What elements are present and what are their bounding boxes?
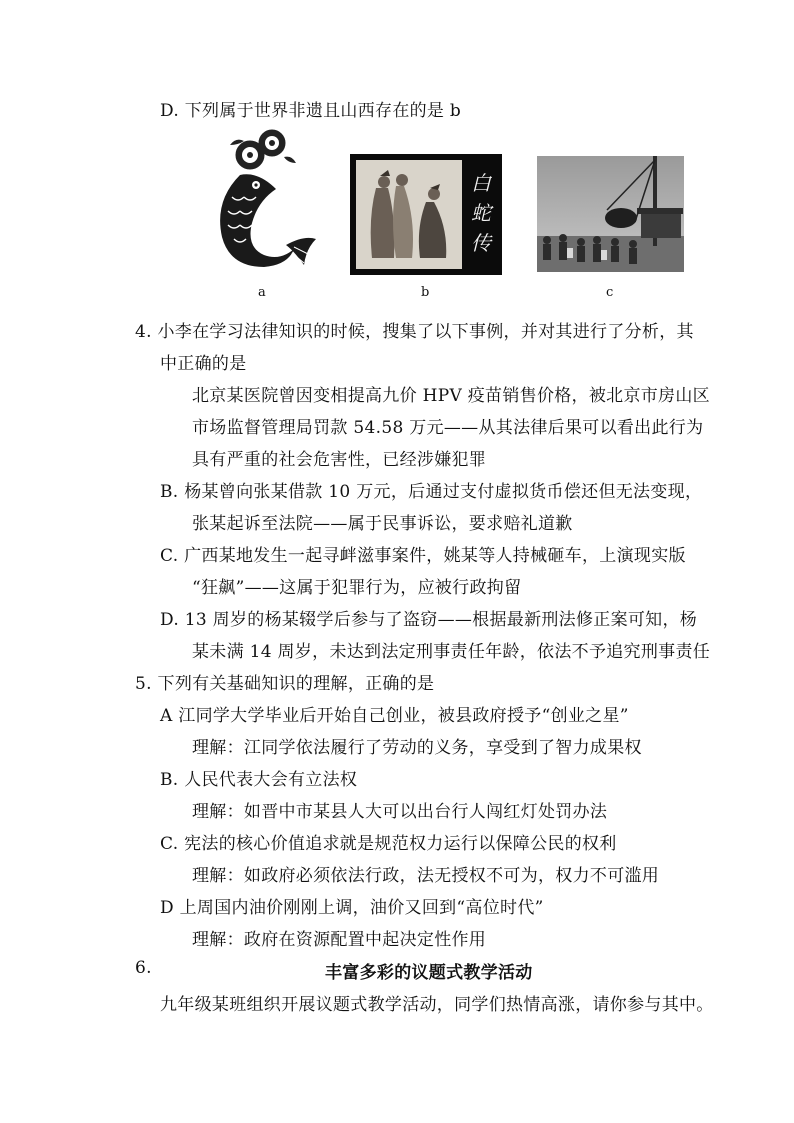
q4-stem-line1: 4. 小李在学习法律知识的时候，搜集了以下事例，并对其进行了分析，其 xyxy=(135,322,694,342)
image-c-label: c xyxy=(606,285,614,300)
q3-option-d: D. 下列属于世界非遗且山西存在的是 b xyxy=(160,101,462,121)
q4-option-d-line1: D. 13 周岁的杨某辍学后参与了盗窃——根据最新刑法修正案可知，杨 xyxy=(160,610,698,630)
q4-option-a-line3: 具有严重的社会危害性，已经涉嫌犯罪 xyxy=(192,450,487,470)
q5-option-a: A 江同学大学毕业后开始自己创业，被县政府授予“创业之星” xyxy=(160,706,629,726)
q4-option-a-line1: 北京某医院曾因变相提高九价 HPV 疫苗销售价格，被北京市房山区 xyxy=(192,386,710,406)
q5-option-b: B. 人民代表大会有立法权 xyxy=(160,770,358,790)
q5-option-d: D 上周国内油价刚刚上调，油价又回到“高位时代” xyxy=(160,898,544,918)
q4-option-c-line1: C. 广西某地发生一起寻衅滋事案件，姚某等人持械砸车，上演现实版 xyxy=(160,546,686,566)
q5-option-b-understanding: 理解：如晋中市某县人大可以出台行人闯红灯处罚办法 xyxy=(192,802,608,822)
poster-title: 白蛇传 xyxy=(471,171,491,255)
q4-option-c-line2: “狂飙”——这属于犯罪行为，应被行政拘留 xyxy=(192,578,522,598)
q5-option-c: C. 宪法的核心价值追求就是规范权力运行以保障公民的权利 xyxy=(160,834,617,854)
q6-number: 6. xyxy=(135,958,152,978)
q6-title: 丰富多彩的议题式教学活动 xyxy=(325,963,533,983)
image-b-label: b xyxy=(421,285,430,300)
q4-option-b-line2: 张某起诉至法院——属于民事诉讼，要求赔礼道歉 xyxy=(192,514,573,534)
swing-photo-icon xyxy=(537,156,684,272)
white-snake-opera-poster-icon xyxy=(350,154,502,275)
q4-stem-line2: 中正确的是 xyxy=(160,354,247,374)
q5-option-c-understanding: 理解：如政府必须依法行政，法无授权不可为，权力不可滥用 xyxy=(192,866,660,886)
q5-option-a-understanding: 理解：江同学依法履行了劳动的义务，享受到了智力成果权 xyxy=(192,738,642,758)
q5-option-d-understanding: 理解：政府在资源配置中起决定性作用 xyxy=(192,930,487,950)
q4-option-b-line1: B. 杨某曾向张某借款 10 万元，后通过支付虚拟货币偿还但无法变现， xyxy=(160,482,703,502)
q4-option-d-line2: 某未满 14 周岁，未达到法定刑事责任年龄，依法不予追究刑事责任 xyxy=(192,642,711,662)
image-a-label: a xyxy=(258,285,266,300)
fish-papercut-icon xyxy=(210,127,318,275)
q6-intro: 九年级某班组织开展议题式教学活动，同学们热情高涨，请你参与其中。 xyxy=(160,995,714,1015)
q5-stem: 5. 下列有关基础知识的理解，正确的是 xyxy=(135,674,435,694)
q4-option-a-line2: 市场监督管理局罚款 54.58 万元——从其法律后果可以看出此行为 xyxy=(192,418,704,438)
